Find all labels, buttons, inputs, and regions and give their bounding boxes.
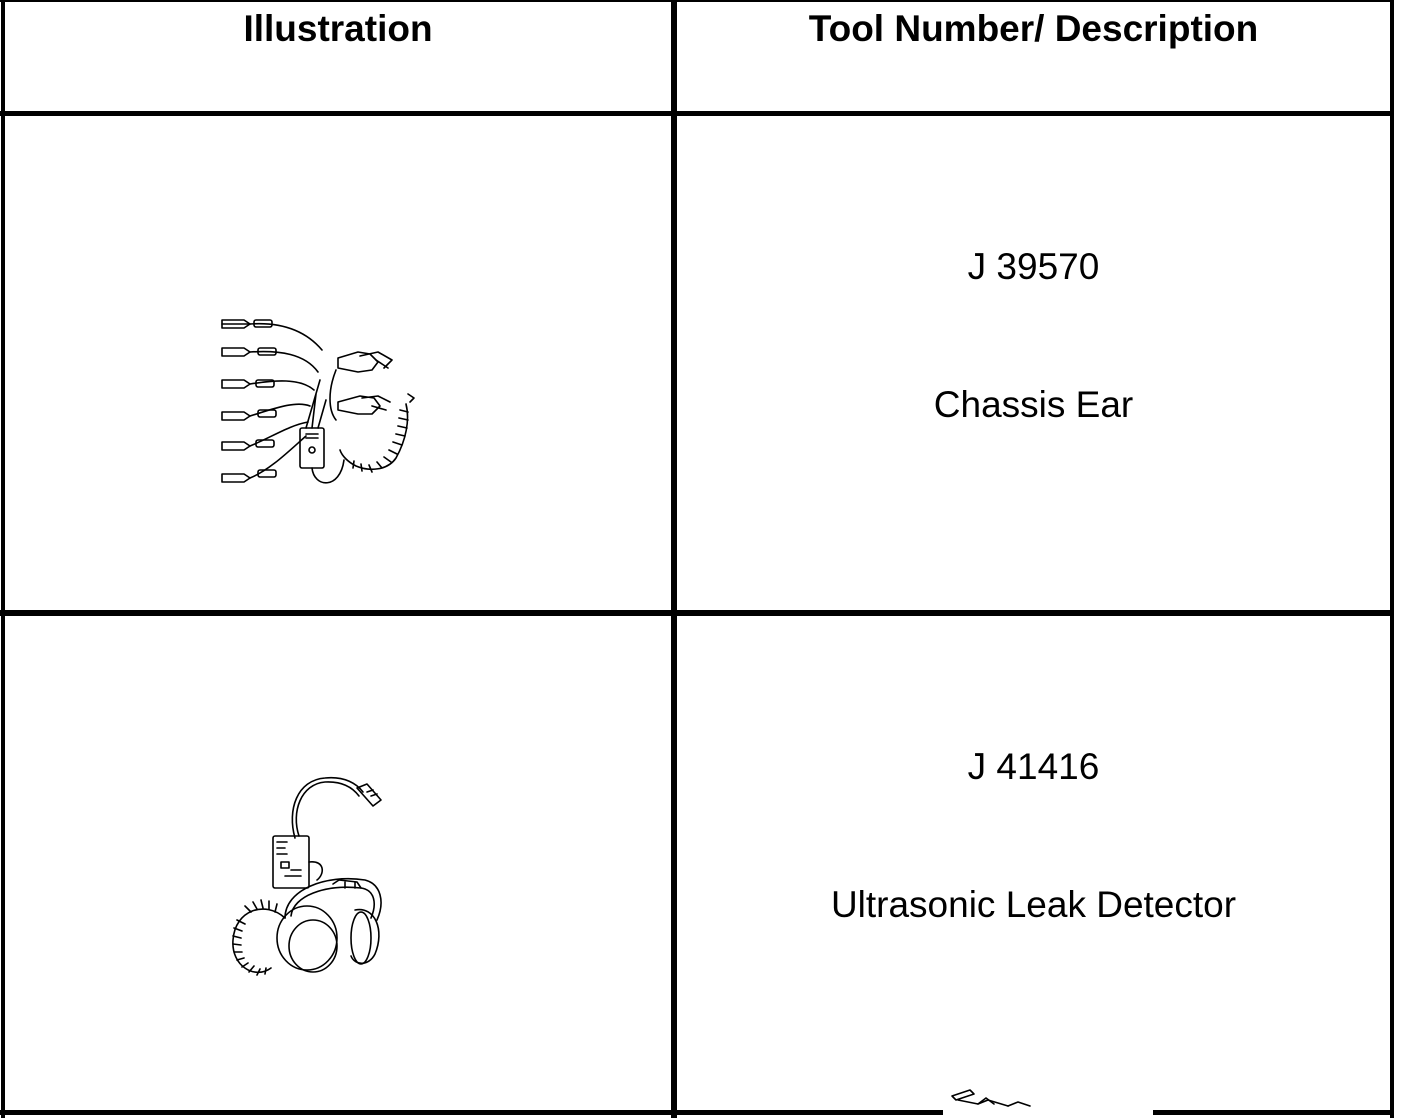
tool-description-2: Ultrasonic Leak Detector (830, 884, 1237, 925)
table-border-bottom (0, 1110, 1394, 1115)
row-divider (0, 610, 1394, 616)
table-border-right (1390, 0, 1394, 1118)
tool-description-1: Chassis Ear (933, 384, 1134, 425)
table-border-left (1, 0, 5, 1118)
tool-number-1: J 39570 (967, 246, 1100, 287)
clip-lead-icon (948, 1086, 1038, 1110)
header-illustration: Illustration (243, 8, 433, 49)
table-divider-vertical (671, 0, 677, 1118)
header-tool-description: Tool Number/ Description (808, 8, 1259, 49)
header-divider (0, 111, 1394, 116)
table-border-top (0, 0, 1394, 2)
tool-number-2: J 41416 (967, 746, 1100, 787)
ultrasonic-leak-detector-icon (225, 770, 395, 985)
chassis-ear-tool-icon (210, 310, 425, 495)
